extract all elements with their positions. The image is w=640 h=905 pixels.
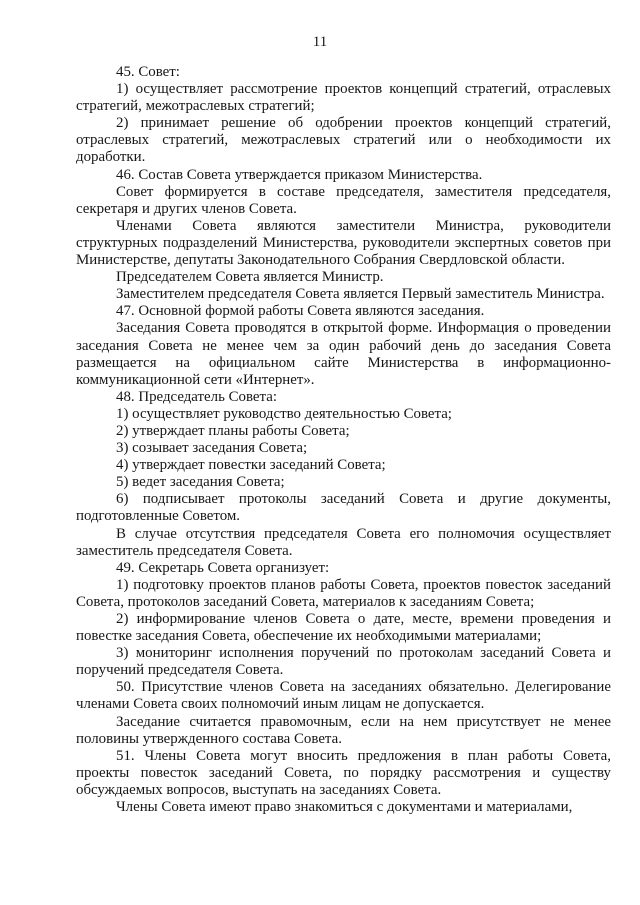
paragraph-49-item-1: 1) подготовку проектов планов работы Совета, проектов повесток заседаний Совета, протоколов заседаний Совета, материалов к заседаниям Совета; <box>76 576 611 610</box>
paragraph-45-item-1: 1) осуществляет рассмотрение проектов концепций стратегий, отраслевых стратегий, межотраслевых стратегий; <box>76 81 611 115</box>
paragraph-46: 46. Состав Совета утверждается приказом Министерства. <box>116 166 483 183</box>
paragraph-48-item-2: 2) утверждает планы работы Совета; <box>116 422 350 439</box>
paragraph-49: 49. Секретарь Совета организует: <box>116 559 330 576</box>
paragraph-48-item-1: 1) осуществляет руководство деятельностью Совета; <box>116 405 452 422</box>
page-number: 11 <box>312 34 328 50</box>
paragraph-49-item-3: 3) мониторинг исполнения поручений по протоколам заседаний Совета и поручений председателя Совета. <box>76 645 611 679</box>
paragraph-48-item-5: 5) ведет заседания Совета; <box>116 474 285 491</box>
paragraph-48-item-6: 6) подписывает протоколы заседаний Совета и другие документы, подготовленные Советом. <box>76 491 611 525</box>
paragraph-48-item-3: 3) созывает заседания Совета; <box>116 440 308 457</box>
paragraph-51-rights: Члены Совета имеют право знакомиться с документами и материалами, <box>116 799 573 816</box>
paragraph-46-chair: Председателем Совета является Министр. <box>116 269 384 286</box>
paragraph-50: 50. Присутствие членов Совета на заседаниях обязательно. Делегирование членами Совета своих полномочий иным лицам не допускается. <box>76 679 611 713</box>
paragraph-47: 47. Основной формой работы Совета являются заседания. <box>116 303 485 320</box>
paragraph-46-composition: Совет формируется в составе председателя, заместителя председателя, секретаря и других членов Совета. <box>76 183 611 217</box>
paragraph-51: 51. Члены Совета могут вносить предложения в план работы Совета, проекты повесток заседаний Совета, по порядку рассмотрения и существу обсуждаемых вопросов, выступать на заседаниях Совета. <box>76 747 611 798</box>
paragraph-45: 45. Совет: <box>116 64 180 80</box>
paragraph-48: 48. Председатель Совета: <box>116 388 277 405</box>
paragraph-48-absence: В случае отсутствия председателя Совета его полномочия осуществляет заместитель председателя Совета. <box>76 525 611 559</box>
document-body <box>76 64 611 816</box>
paragraph-48-item-4: 4) утверждает повестки заседаний Совета; <box>116 457 386 474</box>
paragraph-50-quorum: Заседание считается правомочным, если на нем присутствует не менее половины утвержденного состава Совета. <box>76 713 611 747</box>
paragraph-46-deputy-chair: Заместителем председателя Совета является Первый заместитель Министра. <box>116 286 605 303</box>
paragraph-47-meetings: Заседания Совета проводятся в открытой форме. Информация о проведении заседания Совета не менее чем за один рабочий день до заседания Совета размещается на официальном сайте Министерства в информационно-коммуникационной сети «Интернет». <box>76 320 611 388</box>
paragraph-45-item-2: 2) принимает решение об одобрении проектов концепций стратегий, отраслевых стратегий, межотраслевых стратегий или о необходимости их доработки. <box>76 115 611 166</box>
paragraph-46-members: Членами Совета являются заместители Министра, руководители структурных подразделений Министерства, руководители экспертных советов при Министерстве, депутаты Законодательного Собрания Свердловской области. <box>76 217 611 269</box>
paragraph-49-item-2: 2) информирование членов Совета о дате, месте, времени проведения и повестке заседания Совета, обеспечение их необходимыми материалами; <box>76 611 611 645</box>
